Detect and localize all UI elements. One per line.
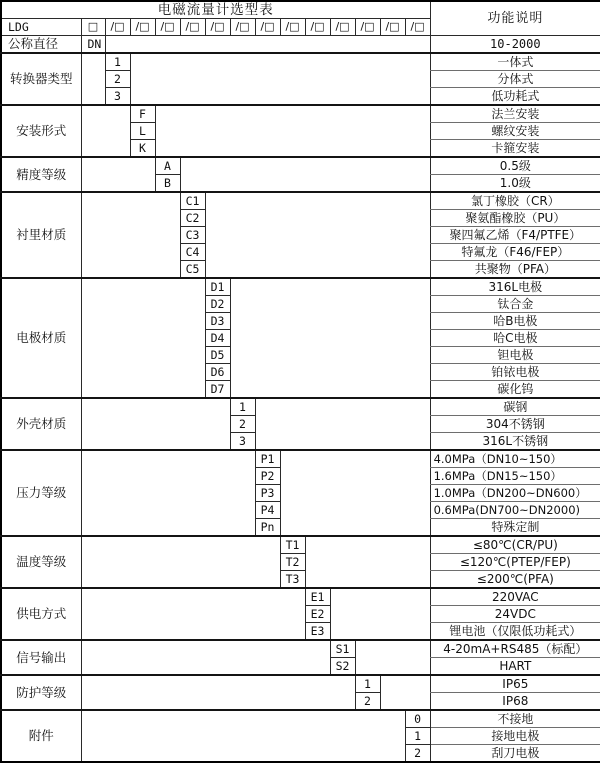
option-code: 2 bbox=[230, 416, 255, 433]
model-slot: /□ bbox=[355, 19, 380, 36]
option-desc: 卡箍安装 bbox=[430, 140, 600, 158]
option-desc: 1.6MPa（DN15~150） bbox=[430, 468, 600, 485]
spacer bbox=[280, 450, 430, 536]
option-desc: 10-2000 bbox=[430, 36, 600, 54]
option-code: E3 bbox=[305, 623, 330, 641]
option-desc: 铂铱电极 bbox=[430, 364, 600, 381]
option-code: F bbox=[130, 105, 155, 123]
section-label-accessories: 附件 bbox=[1, 710, 81, 762]
spacer bbox=[81, 105, 130, 157]
model-slot: /□ bbox=[105, 19, 130, 36]
option-desc: IP65 bbox=[430, 675, 600, 693]
section-label-accuracy: 精度等级 bbox=[1, 157, 81, 192]
option-desc: 共聚物（PFA） bbox=[430, 261, 600, 279]
option-desc: 特殊定制 bbox=[430, 519, 600, 537]
spacer bbox=[81, 53, 105, 105]
option-desc: 一体式 bbox=[430, 53, 600, 71]
option-code: C4 bbox=[180, 244, 205, 261]
option-code: C3 bbox=[180, 227, 205, 244]
option-code: DN bbox=[81, 36, 105, 54]
option-desc: 特氟龙（F46/FEP） bbox=[430, 244, 600, 261]
model-slot: /□ bbox=[255, 19, 280, 36]
option-code: C5 bbox=[180, 261, 205, 279]
spacer bbox=[255, 398, 430, 450]
spacer bbox=[81, 640, 330, 675]
spacer bbox=[81, 157, 155, 192]
spacer bbox=[81, 398, 230, 450]
model-slot: /□ bbox=[330, 19, 355, 36]
option-code: B bbox=[155, 175, 180, 193]
option-code: A bbox=[155, 157, 180, 175]
page-title: 电磁流量计选型表 bbox=[1, 1, 430, 19]
section-label-housing-material: 外壳材质 bbox=[1, 398, 81, 450]
option-code: P4 bbox=[255, 502, 280, 519]
spacer bbox=[205, 192, 430, 278]
option-code: D2 bbox=[205, 296, 230, 313]
option-desc: 304不锈钢 bbox=[430, 416, 600, 433]
section-label-electrode-material: 电极材质 bbox=[1, 278, 81, 398]
option-code: C1 bbox=[180, 192, 205, 210]
option-desc: 螺纹安装 bbox=[430, 123, 600, 140]
spacer bbox=[355, 640, 430, 675]
spacer bbox=[180, 157, 430, 192]
spacer bbox=[380, 675, 430, 710]
option-desc: 316L不锈钢 bbox=[430, 433, 600, 451]
option-code: 2 bbox=[105, 71, 130, 88]
option-desc: 0.6MPa(DN700~DN2000) bbox=[430, 502, 600, 519]
option-desc: 不接地 bbox=[430, 710, 600, 728]
option-desc: HART bbox=[430, 658, 600, 676]
option-code: D6 bbox=[205, 364, 230, 381]
option-desc: 24VDC bbox=[430, 606, 600, 623]
option-code: S2 bbox=[330, 658, 355, 676]
option-desc: 钛合金 bbox=[430, 296, 600, 313]
option-code: D4 bbox=[205, 330, 230, 347]
option-code: D5 bbox=[205, 347, 230, 364]
option-desc: ≤120℃(PTEP/FEP) bbox=[430, 554, 600, 571]
model-slot: /□ bbox=[305, 19, 330, 36]
model-slot: /□ bbox=[130, 19, 155, 36]
option-desc: 钽电极 bbox=[430, 347, 600, 364]
option-code: T3 bbox=[280, 571, 305, 589]
option-desc: 氯丁橡胶（CR） bbox=[430, 192, 600, 210]
option-code: E1 bbox=[305, 588, 330, 606]
option-code: T1 bbox=[280, 536, 305, 554]
option-code: P1 bbox=[255, 450, 280, 468]
spacer bbox=[105, 36, 430, 54]
model-slot: /□ bbox=[155, 19, 180, 36]
option-desc: 锂电池（仅限低功耗式） bbox=[430, 623, 600, 641]
option-desc: 316L电极 bbox=[430, 278, 600, 296]
option-code: 1 bbox=[355, 675, 380, 693]
option-code: C2 bbox=[180, 210, 205, 227]
option-desc: 4.0MPa（DN10~150） bbox=[430, 450, 600, 468]
option-code: P3 bbox=[255, 485, 280, 502]
option-desc: IP68 bbox=[430, 693, 600, 711]
option-desc: 法兰安装 bbox=[430, 105, 600, 123]
spacer bbox=[230, 278, 430, 398]
option-code: 2 bbox=[355, 693, 380, 711]
function-column-header: 功能说明 bbox=[430, 1, 600, 36]
option-code: 3 bbox=[230, 433, 255, 451]
option-desc: 接地电极 bbox=[430, 728, 600, 745]
option-code: L bbox=[130, 123, 155, 140]
spacer bbox=[81, 675, 355, 710]
model-slot: /□ bbox=[205, 19, 230, 36]
option-code: 1 bbox=[405, 728, 430, 745]
option-code: D7 bbox=[205, 381, 230, 399]
spacer bbox=[81, 710, 405, 762]
option-code: 1 bbox=[105, 53, 130, 71]
model-slot: /□ bbox=[180, 19, 205, 36]
model-slot-dn: □ bbox=[81, 19, 105, 36]
option-desc: 分体式 bbox=[430, 71, 600, 88]
option-desc: 碳化钨 bbox=[430, 381, 600, 399]
option-desc: ≤200℃(PFA) bbox=[430, 571, 600, 589]
option-desc: 哈B电极 bbox=[430, 313, 600, 330]
spacer bbox=[81, 588, 305, 640]
model-slot: /□ bbox=[280, 19, 305, 36]
spacer bbox=[81, 192, 180, 278]
spacer bbox=[81, 536, 280, 588]
option-desc: 0.5级 bbox=[430, 157, 600, 175]
model-prefix: LDG bbox=[1, 19, 81, 36]
model-slot: /□ bbox=[230, 19, 255, 36]
section-label-temperature-rating: 温度等级 bbox=[1, 536, 81, 588]
option-code: D3 bbox=[205, 313, 230, 330]
section-label-protection-rating: 防护等级 bbox=[1, 675, 81, 710]
spacer bbox=[305, 536, 430, 588]
model-slot: /□ bbox=[405, 19, 430, 36]
option-code: S1 bbox=[330, 640, 355, 658]
option-desc: 刮刀电极 bbox=[430, 745, 600, 763]
section-label-diameter: 公称直径 bbox=[1, 36, 81, 54]
option-desc: 220VAC bbox=[430, 588, 600, 606]
option-code: P2 bbox=[255, 468, 280, 485]
option-code: K bbox=[130, 140, 155, 158]
option-desc: 1.0级 bbox=[430, 175, 600, 193]
model-slot: /□ bbox=[380, 19, 405, 36]
spacer bbox=[130, 53, 430, 105]
option-code: 0 bbox=[405, 710, 430, 728]
section-label-installation: 安装形式 bbox=[1, 105, 81, 157]
spacer bbox=[330, 588, 430, 640]
option-code: Pn bbox=[255, 519, 280, 537]
option-desc: 低功耗式 bbox=[430, 88, 600, 106]
option-code: D1 bbox=[205, 278, 230, 296]
option-desc: ≤80℃(CR/PU) bbox=[430, 536, 600, 554]
option-code: 1 bbox=[230, 398, 255, 416]
option-desc: 哈C电极 bbox=[430, 330, 600, 347]
section-label-converter-type: 转换器类型 bbox=[1, 53, 81, 105]
option-code: T2 bbox=[280, 554, 305, 571]
option-code: E2 bbox=[305, 606, 330, 623]
option-desc: 碳钢 bbox=[430, 398, 600, 416]
spacer bbox=[81, 450, 255, 536]
spacer bbox=[155, 105, 430, 157]
section-label-lining-material: 衬里材质 bbox=[1, 192, 81, 278]
option-code: 2 bbox=[405, 745, 430, 763]
option-code: 3 bbox=[105, 88, 130, 106]
option-desc: 1.0MPa（DN200~DN600） bbox=[430, 485, 600, 502]
option-desc: 4-20mA+RS485（标配） bbox=[430, 640, 600, 658]
spacer bbox=[81, 278, 205, 398]
section-label-power-supply: 供电方式 bbox=[1, 588, 81, 640]
option-desc: 聚氨酯橡胶（PU） bbox=[430, 210, 600, 227]
section-label-signal-output: 信号输出 bbox=[1, 640, 81, 675]
section-label-pressure-rating: 压力等级 bbox=[1, 450, 81, 536]
option-desc: 聚四氟乙烯（F4/PTFE） bbox=[430, 227, 600, 244]
